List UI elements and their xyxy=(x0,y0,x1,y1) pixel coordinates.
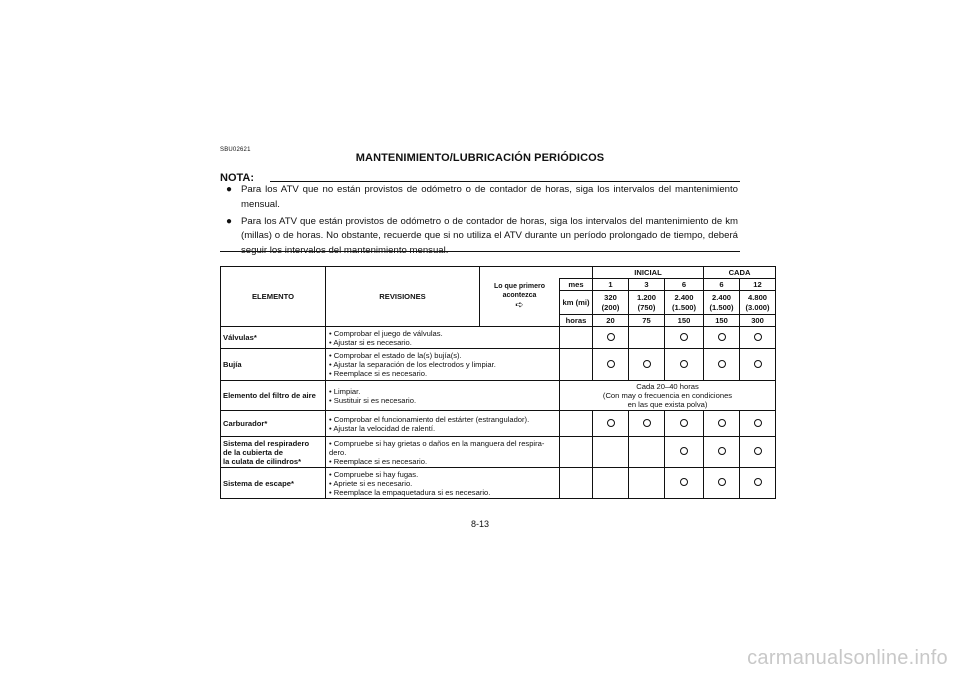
interval-cell xyxy=(593,349,629,381)
km-value: 2.400 (1.500) xyxy=(704,291,740,315)
table-row xyxy=(221,437,776,468)
circle-mark-icon xyxy=(718,447,726,455)
check-item: • Reemplace si es necesario. xyxy=(329,456,428,466)
row-element-line: la culata de cilindros* xyxy=(223,456,302,466)
horas-value: 150 xyxy=(704,315,740,327)
row-element xyxy=(221,468,326,499)
page-number: 8-13 xyxy=(470,519,489,529)
interval-cell xyxy=(629,349,665,381)
mes-value: 6 xyxy=(665,279,704,291)
km-value: 320 (200) xyxy=(593,291,629,315)
row-element-line: Elemento del filtro de aire xyxy=(223,391,316,400)
nota-label: NOTA: xyxy=(220,172,258,184)
page-title: MANTENIMIENTO/LUBRICACIÓN PERIÓDICOS xyxy=(355,152,605,164)
watermark: carmanualsonline.info xyxy=(747,647,948,669)
header-first-occurs xyxy=(480,267,560,327)
row-element xyxy=(221,327,326,349)
row-checks xyxy=(326,411,560,437)
header-blank xyxy=(560,267,593,279)
interval-cell xyxy=(704,349,740,381)
horas-value: 20 xyxy=(593,315,629,327)
check-item: • Ajustar la separación de los electrodos y limpiar. xyxy=(329,360,496,369)
note-text: Para los ATV que están provistos de odómetro o de contador de horas, siga los intervalos del mantenimiento de km (millas) o de horas. No obstante, recuerde que si no utiliza el ATV durante un período prolongado de tiempo, deberá seguir los intervalos del mantenimiento mensual. xyxy=(241,215,738,257)
circle-mark-icon xyxy=(680,478,688,486)
row-element-line: Bujía xyxy=(223,360,242,369)
km-value: 1.200 (750) xyxy=(629,291,665,315)
check-item: dero. xyxy=(329,447,347,457)
row-element-line: de la cubierta de xyxy=(223,447,283,457)
check-item: • Comprobar el funcionamiento del estárter (estrangulador). xyxy=(329,414,530,424)
row-element-line: Carburador* xyxy=(223,419,268,428)
row-unit-blank xyxy=(560,468,593,499)
check-item: • Sustituir si es necesario. xyxy=(329,395,417,405)
table-row xyxy=(221,381,776,411)
circle-mark-icon xyxy=(643,419,651,427)
mes-value: 3 xyxy=(629,279,665,291)
interval-cell xyxy=(629,468,665,499)
circle-mark-icon xyxy=(680,333,688,341)
table-row xyxy=(221,468,776,499)
maintenance-table xyxy=(220,266,776,499)
mes-value: 1 xyxy=(593,279,629,291)
km-value: 2.400 (1.500) xyxy=(665,291,704,315)
header-revisiones: REVISIONES xyxy=(326,267,480,327)
circle-mark-icon xyxy=(680,360,688,368)
interval-cell xyxy=(740,327,776,349)
circle-mark-icon xyxy=(754,333,762,341)
maintenance-rows xyxy=(221,327,776,499)
unit-horas: horas xyxy=(560,315,593,327)
circle-mark-icon xyxy=(680,447,688,455)
interval-cell xyxy=(629,437,665,468)
arrow-right-icon: ➪ xyxy=(515,300,524,311)
interval-cell xyxy=(740,411,776,437)
unit-mes: mes xyxy=(560,279,593,291)
row-unit-blank xyxy=(560,327,593,349)
circle-mark-icon xyxy=(680,419,688,427)
check-item: • Ajustar la velocidad de ralentí. xyxy=(329,423,436,433)
interval-cell xyxy=(629,327,665,349)
interval-cell xyxy=(704,468,740,499)
interval-cell xyxy=(665,327,704,349)
interval-cell xyxy=(665,349,704,381)
interval-cell xyxy=(740,437,776,468)
circle-mark-icon xyxy=(754,478,762,486)
interval-note xyxy=(560,381,776,411)
interval-cell xyxy=(740,468,776,499)
check-item: • Compruebe si hay grietas o daños en la manguera del respira- xyxy=(329,438,545,448)
check-item: • Reemplace si es necesario. xyxy=(329,369,428,378)
check-item: • Limpiar. xyxy=(329,386,361,396)
interval-cell xyxy=(704,437,740,468)
circle-mark-icon xyxy=(754,447,762,455)
bullet-icon: ● xyxy=(226,215,233,227)
header-elemento: ELEMENTO xyxy=(221,267,326,327)
row-element-line: Sistema de escape* xyxy=(223,478,294,488)
interval-cell xyxy=(665,437,704,468)
row-element xyxy=(221,437,326,468)
mes-value: 6 xyxy=(704,279,740,291)
row-checks xyxy=(326,468,560,499)
row-element-line: Válvulas* xyxy=(223,333,257,342)
nota-rule xyxy=(270,181,740,182)
interval-cell xyxy=(593,468,629,499)
circle-mark-icon xyxy=(718,333,726,341)
notes-bottom-rule xyxy=(220,251,740,252)
doc-code: SBU02621 xyxy=(220,147,251,153)
table-row xyxy=(221,327,776,349)
horas-value: 300 xyxy=(740,315,776,327)
first-occurs-label: Lo que primero acontezca xyxy=(494,283,545,299)
row-checks xyxy=(326,437,560,468)
circle-mark-icon xyxy=(718,360,726,368)
row-element xyxy=(221,349,326,381)
circle-mark-icon xyxy=(754,419,762,427)
circle-mark-icon xyxy=(607,419,615,427)
interval-note-line: (Con may o frecuencia en condiciones xyxy=(602,391,733,400)
circle-mark-icon xyxy=(607,333,615,341)
interval-cell xyxy=(629,411,665,437)
row-checks xyxy=(326,327,560,349)
row-unit-blank xyxy=(560,411,593,437)
interval-cell xyxy=(704,327,740,349)
check-item: • Comprobar el juego de válvulas. xyxy=(329,328,443,338)
note-text: Para los ATV que no están provistos de odómetro o de contador de horas, siga los intervalos del mantenimiento mensual. xyxy=(241,184,738,210)
check-item: • Comprobar el estado de la(s) bujía(s). xyxy=(329,351,462,360)
circle-mark-icon xyxy=(718,419,726,427)
circle-mark-icon xyxy=(754,360,762,368)
row-element xyxy=(221,381,326,411)
check-item: • Compruebe si hay fugas. xyxy=(329,469,419,479)
km-value: 4.800 (3.000) xyxy=(740,291,776,315)
interval-note-line: en las que exista polva) xyxy=(627,400,708,409)
check-item: • Ajustar si es necesario. xyxy=(329,337,412,347)
interval-cell xyxy=(593,411,629,437)
note-item xyxy=(226,183,738,213)
interval-cell xyxy=(665,411,704,437)
check-item: • Reemplace la empaquetadura si es necesario. xyxy=(329,487,491,497)
interval-note-line: Cada 20–40 horas xyxy=(636,382,699,391)
interval-cell xyxy=(665,468,704,499)
circle-mark-icon xyxy=(607,360,615,368)
row-unit-blank xyxy=(560,437,593,468)
interval-cell xyxy=(593,327,629,349)
unit-km: km (mi) xyxy=(560,291,593,315)
bullet-icon: ● xyxy=(226,184,233,195)
interval-cell xyxy=(740,349,776,381)
circle-mark-icon xyxy=(718,478,726,486)
interval-cell xyxy=(704,411,740,437)
interval-cell xyxy=(593,437,629,468)
header-cada: CADA xyxy=(704,267,776,279)
row-element-line: Sistema del respiradero xyxy=(223,438,310,448)
mes-value: 12 xyxy=(740,279,776,291)
horas-value: 150 xyxy=(665,315,704,327)
row-checks xyxy=(326,381,560,411)
row-unit-blank xyxy=(560,349,593,381)
note-item xyxy=(226,215,738,259)
row-checks xyxy=(326,349,560,381)
circle-mark-icon xyxy=(643,360,651,368)
horas-value: 75 xyxy=(629,315,665,327)
notes-list xyxy=(226,183,738,261)
row-element xyxy=(221,411,326,437)
table-row xyxy=(221,411,776,437)
check-item: • Apriete si es necesario. xyxy=(329,478,413,488)
header-inicial: INICIAL xyxy=(593,267,704,279)
table-row xyxy=(221,349,776,381)
